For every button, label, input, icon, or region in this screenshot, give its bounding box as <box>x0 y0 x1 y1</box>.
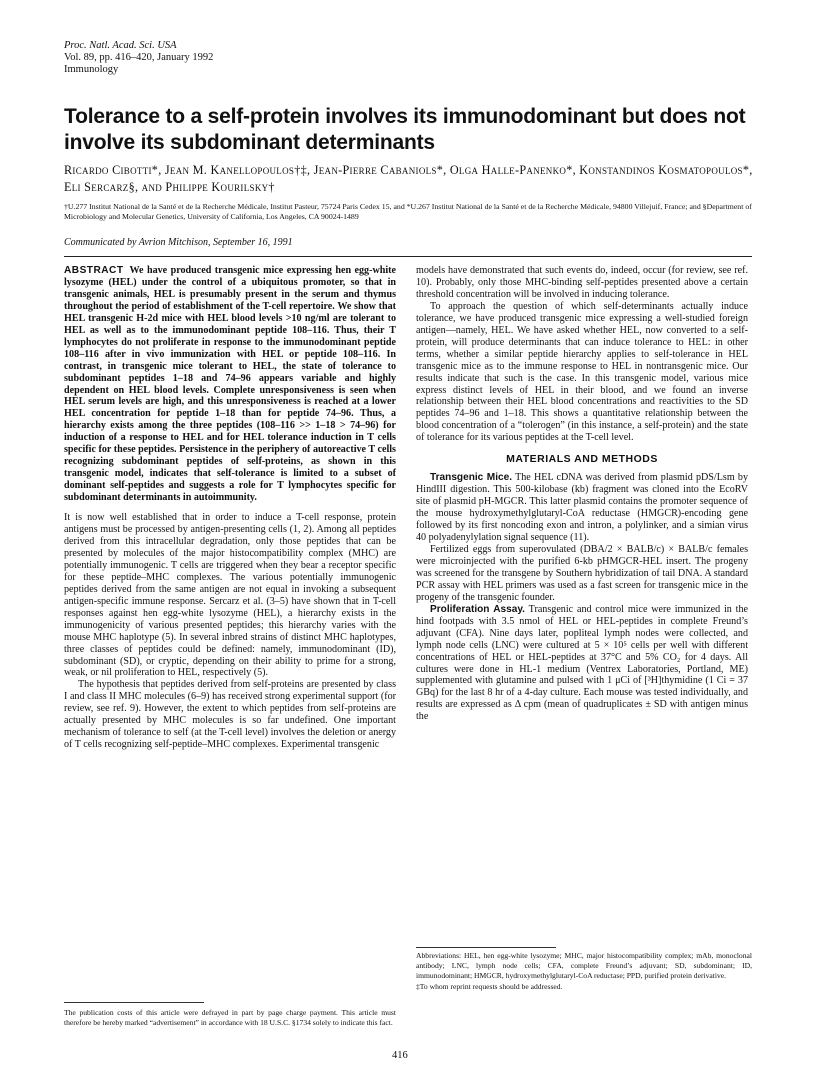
methods-paragraph <box>416 604 748 724</box>
section-name: Immunology <box>64 64 119 75</box>
methods-paragraph <box>416 472 748 544</box>
body-paragraph: The hypothesis that peptides derived from self-proteins are presented by class I and class II MHC molecules (6–9) has received strong experimental support (for review, see ref. 9). However, the extent to which peptides from self-proteins are actually presented by MHC molecules is so far undefined. One important mechanism of tolerance to self (at the T-cell level) involves the deletion or anergy of T cells recognizing self-peptide–MHC complexes. Experimental transgenic <box>64 679 396 751</box>
author-list: Ricardo Cibotti*, Jean M. Kanellopoulos†‡, Jean-Pierre Cabaniols*, Olga Halle-Panenko*, Konstandinos Kosmatopoulos*, Eli Sercarz§, and Philippe Kourilsky† <box>64 163 753 194</box>
intro-paragraph: It is now well established that in order to induce a T-cell response, protein antigens must be processed by antigen-presenting cells (1, 2). Among all peptides derived from this intracellular degradation, only those peptides that can be presented by molecules of the major histocompatibility complex (MHC) are potentially immunogenic. T cells are triggered when they bear a receptor specific for these peptide–MHC complexes. The various potentially immunogenic peptides derived from the same antigen are not equal in invoking a subsequent antigen-specific immune response. Sercarz et al. (3–5) have shown that in T-cell responses against hen egg-white lysozyme (HEL), a hierarchy exists in the immunogenicity of various presented peptides; this hierarchy varies with the mouse MHC haplotype (5). In several inbred strains of distinct MHC haplotypes, three classes of peptides could be defined: namely, immunodominant (ID), subdominant (SD), or cryptic, depending on their ability to prime for a strong, weak, or nil proliferation to HEL, respectively (5). <box>64 512 396 679</box>
abbreviations-text: Abbreviations: HEL, hen egg-white lysozyme; MHC, major histocompatibility complex; mAb, monoclonal antibody; LNC, lymph node cells; CFA, complete Freund’s adjuvant; SD, subdominant; ID, immunodominant; HMGCR, hydroxymethylglutaryl-CoA reductase; PPD, purified protein derivative. <box>416 951 752 981</box>
subsection-heading: Transgenic Mice. <box>430 472 513 484</box>
methods-text: The HEL cDNA was derived from plasmid pDS/Lsm by HindIII digestion. This 500-kilobase (kb) fragment was cloned into the EcoRV site of plasmid pH-MGCR. This latter plasmid contains the promoter sequence of the mouse hydroxymethylglutaryl-CoA reductase (HMGCR)-encoding gene followed by its first noncoding exon and intron, a polylinker, and a simian virus 40 polyadenylylation signal sequence (11). <box>416 472 748 544</box>
communicated-by: Communicated by Avrion Mitchison, September 16, 1991 <box>64 237 293 248</box>
footnote-divider <box>64 1002 204 1003</box>
methods-text: Transgenic and control mice were immunized in the hind footpads with 3.5 nmol of HEL or HEL-peptides in complete Freund’s adjuvant (CFA). Nine days later, popliteal lymph nodes were collected, and lymph node cells (LNC) were cultured at 5 × 10⁵ cells per well with different concentrations of HEL or HEL-peptides at 37°C and 5% CO₂ for 4 days. All cultures were done in HL-1 medium (Ventrex Laboratories, Portland, ME) supplemented with glutamine and pulsed with 1 μCi of [³H]thymidine (1 Ci = 37 GBq) for the last 8 hr of a 4-day culture. Each mouse was tested individually, and results are expressed as Δ cpm (mean of quadruplicates ± SD with antigen minus the <box>416 603 748 723</box>
abstract-label: ABSTRACT <box>64 265 124 276</box>
methods-paragraph: Fertilized eggs from superovulated (DBA/2 × BALB/c) × BALB/c females were microinjected with the purified 6-kb pHMGCR-HEL insert. The progeny was screened for the transgene by Southern hybridization of tail DNA. A standard PCR assay with HEL primers was used as a fast screen for transgenic mice in the progeny of the transgenic founder. <box>416 543 748 603</box>
abbreviations-footnote <box>416 951 752 992</box>
page-number: 416 <box>392 1050 408 1061</box>
header-divider <box>64 256 752 257</box>
right-column <box>416 265 748 723</box>
subsection-heading: Proliferation Assay. <box>430 603 525 615</box>
abbreviations-divider <box>416 947 556 948</box>
journal-header <box>64 40 213 76</box>
affiliations: †U.277 Institut National de la Santé et de la Recherche Médicale, Institut Pasteur, 75724 Paris Cedex 15, and *U.267 Institut National de la Santé et de la Recherche Médicale, 94800 Villejuif, France; and §Department of Microbiology and Molecular Genetics, University of California, Los Angeles, CA 90024-1489 <box>64 202 752 221</box>
body-paragraph: To approach the question of which self-determinants actually induce tolerance, we have produced transgenic mice expressing a well-studied foreign antigen—namely, HEL. We have asked whether HEL, now converted to a self-protein, will produce determinants that can induce tolerance to HEL: in other terms, whether a similar peptide hierarchy applies to self-tolerance in HEL transgenic mice as to the immune response to HEL in nontransgenic mice. Our results indicate that such is the case. In this transgenic model, various mice express distinct levels of HEL in their blood, and we found an inverse relationship between their HEL blood concentrations and reactivities to the SD peptides 74–96 and 1–18. This shows a quantitative relationship between the blood concentration of a “tolerogen” (in this instance, a self-protein) and the state of tolerance for its various peptides at the T-cell level. <box>416 300 748 444</box>
publication-cost-footnote: The publication costs of this article were defrayed in part by page charge payment. This article must therefore be hereby marked “advertisement” in accordance with 18 U.S.C. §1734 solely to indicate this fact. <box>64 1008 396 1027</box>
volume-info: Vol. 89, pp. 416–420, January 1992 <box>64 52 214 63</box>
abstract-text: We have produced transgenic mice expressing hen egg-white lysozyme (HEL) under the control of a ubiquitous promoter, so that in transgenic animals, HEL is presumably present in the serum and thymus throughout the period of establishment of the T-cell repertoire. We show that HEL transgenic H-2d mice with HEL blood levels >10 ng/ml are tolerant to HEL as well as to the immunodominant peptide 108–116. Thus, their T lymphocytes do not proliferate in response to the immunodominant peptide 108–116 after in vivo immunization with HEL or peptide 108–116. In contrast, in transgenic mice tolerant to HEL, the state of tolerance to subdominant peptides 1–18 and 74–96 appears variable and highly dependent on HEL blood levels. Complete unresponsiveness is seen when HEL serum levels are high, and this unresponsiveness is reached at a lower HEL concentration for peptide 1–18 than for peptide 74–96. Thus, a hierarchy exists among the three peptides (108–116 >> 1–18 > 74–96) for induction of a response to HEL and for HEL tolerance induction in T cells specific for these peptides. Persistence in the periphery of autoreactive T cells recognizing subdominant peptides of self-proteins, as shown in this transgenic model, indicates that self-tolerance is limited to a subset of dominant self-peptides and suggests a role for T lymphocytes specific for subdominant determinants in autoimmunity. <box>64 265 396 504</box>
reprint-note: ‡To whom reprint requests should be addressed. <box>416 981 563 991</box>
methods-heading: MATERIALS AND METHODS <box>506 453 658 466</box>
body-paragraph: models have demonstrated that such events do, indeed, occur (for review, see ref. 10). Probably, only those MHC-binding self-peptides presented above a certain threshold concentration will be involved in inducing tolerance. <box>416 265 748 300</box>
left-column <box>64 265 396 751</box>
abstract <box>64 265 396 504</box>
article-title: Tolerance to a self-protein involves its immunodominant but does not involve its subdominant determinants <box>64 105 746 154</box>
journal-name: Proc. Natl. Acad. Sci. USA <box>64 40 177 51</box>
